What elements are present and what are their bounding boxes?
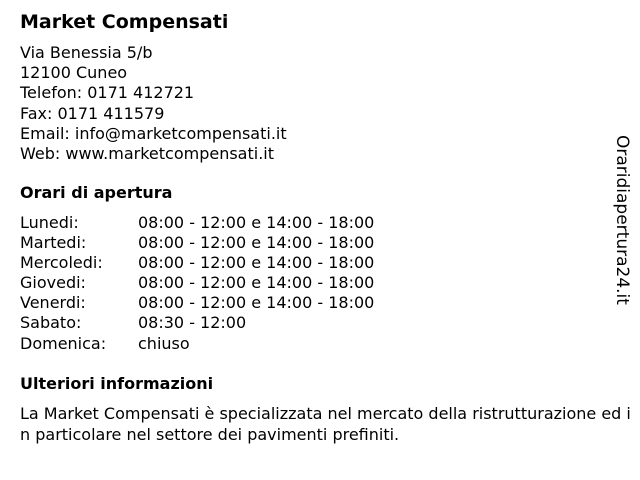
more-info-heading: Ulteriori informazioni (20, 374, 214, 393)
website-address: Web: www.marketcompensati.it (20, 144, 274, 164)
day-label: Giovedi: (20, 273, 86, 293)
phone-number: Telefon: 0171 412721 (20, 83, 195, 103)
hours-value: 08:00 - 12:00 e 14:00 - 18:00 (138, 253, 375, 273)
fax-number: Fax: 0171 411579 (20, 103, 165, 123)
day-label: Domenica: (20, 333, 107, 353)
hours-value: 08:00 - 12:00 e 14:00 - 18:00 (138, 273, 375, 293)
hours-value: 08:00 - 12:00 e 14:00 - 18:00 (138, 233, 375, 253)
opening-hours-heading: Orari di apertura (20, 183, 173, 202)
day-label: Martedi: (20, 233, 87, 253)
contact-block (20, 43, 287, 164)
day-label: Sabato: (20, 313, 82, 333)
hours-value: 08:30 - 12:00 (138, 313, 247, 333)
address-line-2: 12100 Cuneo (20, 63, 128, 83)
hours-value: 08:00 - 12:00 e 14:00 - 18:00 (138, 293, 375, 313)
day-label: Mercoledi: (20, 253, 103, 273)
day-label: Venerdi: (20, 293, 86, 313)
business-name: Market Compensati (20, 11, 229, 33)
hours-value: chiuso (138, 333, 190, 353)
email-address: Email: info@marketcompensati.it (20, 123, 287, 143)
day-label: Lunedi: (20, 213, 79, 232)
address-line-1: Via Benessia 5/b (20, 43, 153, 62)
watermark-text: Oraridiapertura24.it (612, 135, 632, 305)
business-description: La Market Compensati è specializzata nel mercato della ristrutturazione ed in particolare nel settore dei pavimenti prefiniti. (20, 404, 631, 444)
hours-value: 08:00 - 12:00 e 14:00 - 18:00 (138, 213, 375, 232)
